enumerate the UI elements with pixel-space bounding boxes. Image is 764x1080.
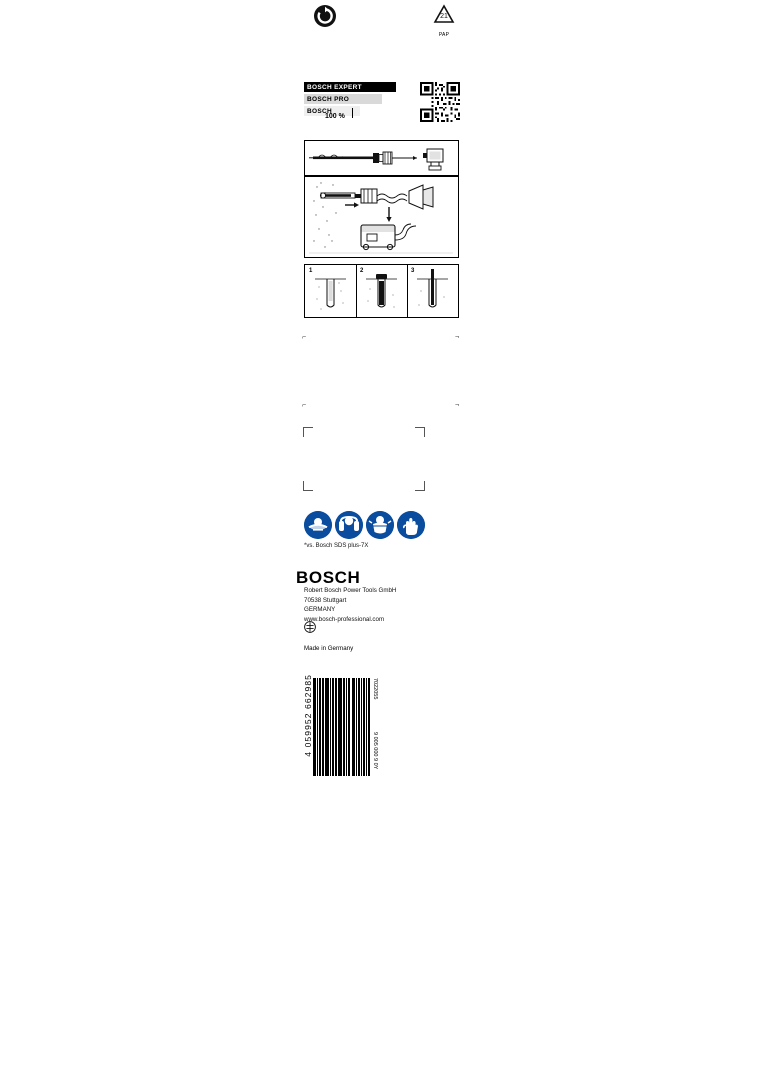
step-2 [356, 265, 407, 317]
company-website[interactable]: www.bosch-professional.com [304, 615, 385, 623]
footnote-text: *vs. Bosch SDS plus-7X [304, 543, 369, 549]
svg-text:21: 21 [440, 13, 448, 20]
corner-mark-bottom-left [303, 481, 313, 491]
pap-recycling-icon [432, 4, 456, 38]
barcode-ean-digits: 4 059952 662985 [303, 674, 313, 757]
tier-label-pro: BOSCH PRO [307, 95, 350, 103]
ppe-badge-row [304, 511, 425, 539]
tier-scale-pointer [352, 108, 353, 118]
tier-row-pro [304, 94, 382, 104]
brand-tier-block [304, 82, 396, 118]
hand-protection-icon [397, 511, 425, 539]
ear-protection-icon [335, 511, 363, 539]
pap-label: PAP [438, 32, 450, 38]
corner-mark-bottom-right [415, 481, 425, 491]
step-1-number: 1 [309, 268, 313, 274]
tier-label-basic: BOSCH [307, 107, 332, 115]
step-3-number: 3 [411, 268, 415, 274]
crop-tick-right-1: ¬ [455, 334, 460, 341]
corner-mark-top-left [303, 427, 313, 437]
qr-code[interactable] [420, 82, 460, 122]
crop-tick-left-1: ⌐ [302, 334, 307, 341]
step-3 [407, 265, 458, 317]
recycle-arrow-icon [313, 4, 337, 28]
company-name: Robert Bosch Power Tools GmbH [304, 587, 397, 594]
barcode-block [303, 670, 379, 785]
parts-illustration-panel [304, 140, 459, 176]
made-in-label: Made in Germany [304, 645, 354, 652]
mobius-loop-icon [304, 620, 316, 632]
step-1 [305, 265, 356, 317]
company-country: GERMANY [304, 606, 336, 614]
company-address-line: 70538 Stuttgart [304, 596, 347, 604]
barcode-bars [313, 678, 371, 776]
tier-label-expert: BOSCH EXPERT [307, 83, 362, 91]
application-steps-panel [304, 264, 459, 318]
crop-tick-left-2: ⌐ [302, 402, 307, 409]
barcode-label-bottom: 9 005 000 9 0Y [372, 732, 378, 770]
tier-percent-label: 100 % [325, 113, 345, 120]
company-address-block [304, 586, 396, 624]
crop-tick-right-2: ¬ [455, 402, 460, 409]
eye-protection-icon [304, 511, 332, 539]
step-2-number: 2 [360, 268, 364, 274]
bosch-wordmark: BOSCH [296, 568, 361, 587]
barcode-label-top: 7022055 [372, 678, 378, 700]
corner-mark-top-right [415, 427, 425, 437]
tier-row-expert [304, 82, 396, 92]
usage-illustration-panel [304, 176, 459, 258]
dust-mask-icon [366, 511, 394, 539]
